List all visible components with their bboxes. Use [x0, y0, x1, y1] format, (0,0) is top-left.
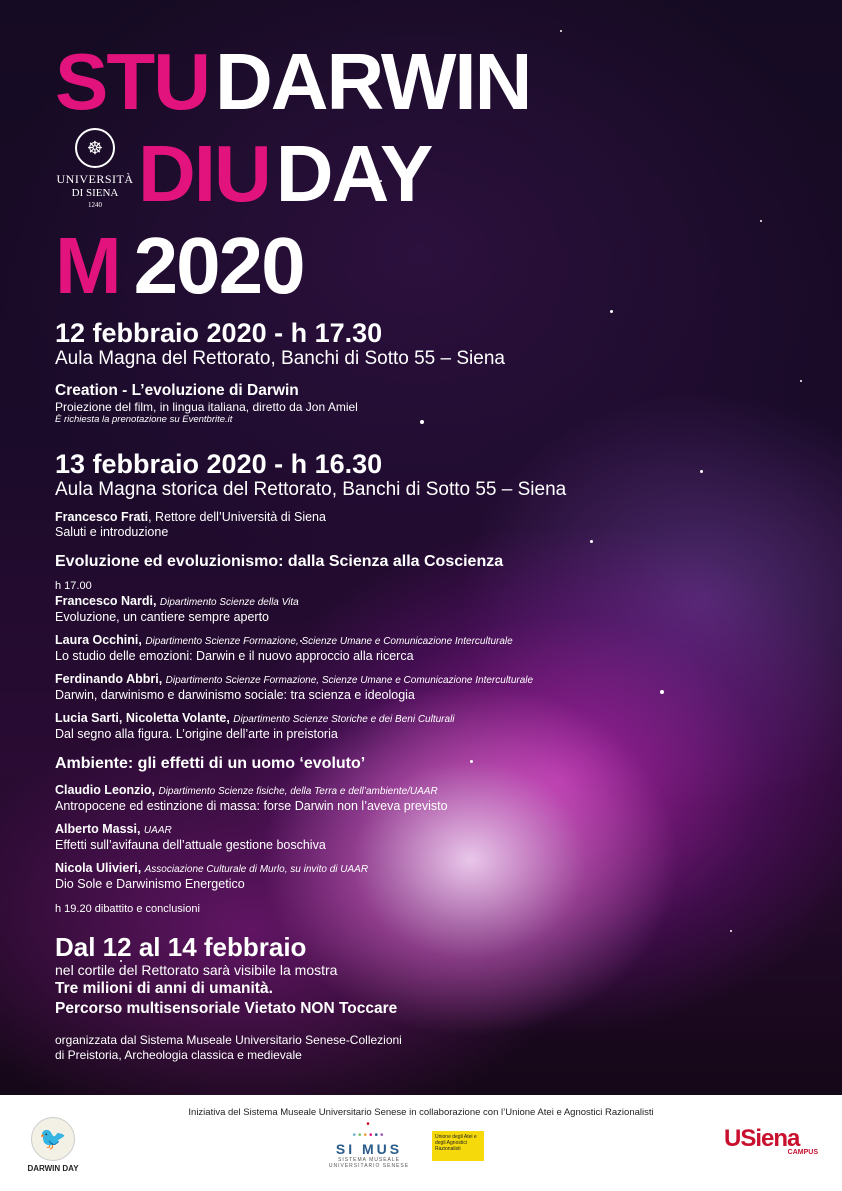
- usiena-word: USiena: [724, 1125, 800, 1152]
- star-decoration: [560, 30, 562, 32]
- star-decoration: [760, 220, 762, 222]
- talk-speaker: Claudio Leonzio: [55, 783, 152, 797]
- exhibit-title-2: Percorso multisensoriale Vietato NON Toccare: [55, 1000, 398, 1017]
- talk-affiliation: Associazione Culturale di Murlo, su invito di UAAR: [144, 864, 369, 875]
- talk-item: Laura Occhini, Dipartimento Scienze Formazione, Scienze Umane e Comunicazione Interculturale Lo studio delle emozioni: Darwin e il nuovo approccio alla ricerca: [55, 633, 566, 664]
- welcome-desc: Saluti e introduzione: [55, 525, 169, 539]
- welcome-name: Francesco Frati: [55, 510, 149, 524]
- talk-affiliation: Dipartimento Scienze della Vita: [159, 597, 299, 608]
- day1-event-note: È richiesta la prenotazione su Eventbrite.it: [55, 414, 233, 425]
- section1-time: h 17.00: [55, 580, 92, 592]
- day1-venue: Aula Magna del Rettorato, Banchi di Sotto 55 – Siena: [55, 348, 505, 369]
- talk-speaker: Ferdinando Abbri: [55, 672, 159, 686]
- star-decoration: [590, 540, 593, 543]
- star-decoration: [610, 310, 613, 313]
- usiena-logo: [724, 1125, 824, 1156]
- welcome-role: , Rettore dell’Università di Siena: [148, 510, 326, 524]
- talk-title: Dal segno alla figura. L’origine dell’arte in preistoria: [55, 727, 338, 741]
- talk-affiliation: Dipartimento Scienze fisiche, della Terra e dell’ambiente/UAAR: [158, 786, 438, 797]
- usiena-campus: CAMPUS: [787, 1149, 818, 1156]
- talk-title: Effetti sull’avifauna dell’attuale gestione boschiva: [55, 838, 326, 852]
- exhibit-org-1: organizzata dal Sistema Museale Universitario Senese-Collezioni: [55, 1033, 402, 1047]
- talk-item: Ferdinando Abbri, Dipartimento Scienze Formazione, Scienze Umane e Comunicazione Interculturale Darwin, darwinismo e darwinismo sociale: tra scienza e ideologia: [55, 672, 566, 703]
- university-name: UNIVERSITÀ: [56, 172, 134, 186]
- university-seal-icon: ☸: [75, 128, 115, 168]
- talk-title: Darwin, darwinismo e darwinismo sociale: tra scienza e ideologia: [55, 688, 415, 702]
- talk-title: Dio Sole e Darwinismo Energetico: [55, 877, 245, 891]
- title-white-3: 2020: [133, 221, 304, 310]
- footer-initiative: Iniziativa del Sistema Museale Universitario Senese in collaborazione con l’Unione Atei e Agnostici Razionalisti: [188, 1107, 654, 1118]
- talk-title: Evoluzione, un cantiere sempre aperto: [55, 610, 270, 624]
- talk-affiliation: Dipartimento Scienze Storiche e dei Beni Culturali: [233, 714, 455, 725]
- section1-title: Evoluzione ed evoluzionismo: dalla Scienza alla Coscienza: [55, 553, 504, 570]
- university-city: DI SIENA: [71, 187, 119, 199]
- talk-title: Antropocene ed estinzione di massa: forse Darwin non l’aveva previsto: [55, 799, 448, 813]
- university-logo: [54, 128, 136, 209]
- day2-date: 13 febbraio 2020 - h 16.30: [55, 449, 383, 479]
- day1-date: 12 febbraio 2020 - h 17.30: [55, 318, 383, 348]
- exhibit-dates: Dal 12 al 14 febbraio: [55, 932, 307, 962]
- talk-item: Francesco Nardi, Dipartimento Scienze della Vita Evoluzione, un cantiere sempre aperto: [55, 594, 566, 625]
- exhibit-org-2: di Preistoria, Archeologia classica e medievale: [55, 1048, 302, 1062]
- star-decoration: [730, 930, 732, 932]
- simus-sub: SISTEMA MUSEALE UNIVERSITARIO SENESE: [328, 1157, 410, 1169]
- exhibit-intro: nel cortile del Rettorato sarà visibile la mostra: [55, 962, 338, 978]
- talk-affiliation: Dipartimento Scienze Formazione, Scienze Umane e Comunicazione Interculturale: [165, 675, 534, 686]
- title-line-1: [55, 37, 531, 126]
- university-year: 1240: [88, 201, 102, 209]
- talk-speaker: Nicola Ulivieri: [55, 861, 138, 875]
- day1-section: [55, 318, 505, 426]
- star-decoration: [800, 380, 802, 382]
- talk-affiliation: Dipartimento Scienze Formazione, Scienze Umane e Comunicazione Interculturale: [145, 636, 513, 647]
- welcome-block: [55, 510, 566, 540]
- footer: [0, 1095, 842, 1191]
- talk-speaker: Francesco Nardi: [55, 594, 153, 608]
- exhibit-section: [55, 932, 402, 1063]
- title-pink-2: DIU: [138, 129, 270, 218]
- star-decoration: [700, 470, 703, 473]
- title-white-1: DARWIN: [215, 37, 531, 126]
- talk-title: Lo studio delle emozioni: Darwin e il nuovo approccio alla ricerca: [55, 649, 414, 663]
- talk-affiliation: UAAR: [143, 825, 172, 836]
- dots-icon: • ••••••: [352, 1119, 386, 1141]
- day1-event-desc: Proiezione del film, in lingua italiana, diretto da Jon Amiel: [55, 400, 358, 414]
- title-pink-1: STU: [55, 37, 209, 126]
- closing-note: h 19.20 dibattito e conclusioni: [55, 903, 200, 915]
- day1-event-title: Creation - L’evoluzione di Darwin: [55, 382, 299, 399]
- darwin-day-label: DARWIN DAY: [27, 1164, 79, 1173]
- uaar-logo: [432, 1131, 484, 1161]
- day2-section: [55, 449, 566, 917]
- simus-word: SI MUS: [335, 1141, 403, 1157]
- title-white-2: DAY: [275, 129, 432, 218]
- talk-item: Claudio Leonzio, Dipartimento Scienze fisiche, della Terra e dell’ambiente/UAAR Antropocene ed estinzione di massa: forse Darwin non l’aveva previsto: [55, 783, 566, 814]
- talk-item: Nicola Ulivieri, Associazione Culturale di Murlo, su invito di UAAR Dio Sole e Darwinismo Energetico: [55, 861, 566, 892]
- simus-logo: [328, 1119, 410, 1169]
- exhibit-title-1: Tre milioni di anni di umanità.: [55, 980, 273, 997]
- talk-speaker: Lucia Sarti, Nicoletta Volante: [55, 711, 227, 725]
- section2-title: Ambiente: gli effetti di un uomo ‘evoluto’: [55, 755, 366, 772]
- talk-item: Alberto Massi, UAAR Effetti sull’avifauna dell’attuale gestione boschiva: [55, 822, 566, 853]
- talk-speaker: Alberto Massi: [55, 822, 137, 836]
- talk-speaker: Laura Occhini: [55, 633, 139, 647]
- title-line-2: [138, 129, 432, 218]
- star-decoration: [660, 690, 664, 694]
- title-pink-3: M: [55, 221, 120, 310]
- title-line-3: [55, 221, 304, 310]
- bird-icon: 🐦: [31, 1117, 75, 1161]
- day2-venue: Aula Magna storica del Rettorato, Banchi di Sotto 55 – Siena: [55, 479, 567, 500]
- uaar-label: Unione degli Atei e degli Agnostici Razionalisti: [435, 1134, 477, 1152]
- darwin-day-logo: [22, 1117, 84, 1173]
- talk-item: Lucia Sarti, Nicoletta Volante, Dipartimento Scienze Storiche e dei Beni Culturali Dal segno alla figura. L’origine dell’arte in preistoria: [55, 711, 566, 742]
